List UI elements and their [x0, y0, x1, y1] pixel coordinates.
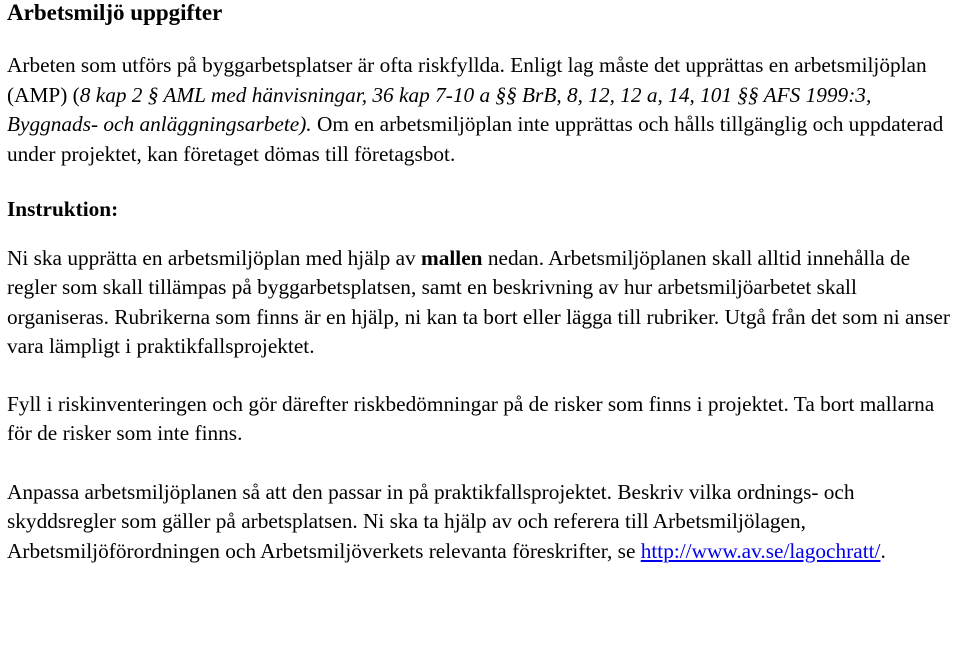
instruktion-heading: Instruktion: — [7, 197, 119, 221]
anpassa-period: . — [880, 538, 886, 563]
anpassa-text: Anpassa arbetsmiljöplanen så att den passar in på praktikfallsprojektet. Beskriv vilka ordnings- och skyddsregler som gäller på arbetsplatsen. Ni ska ta hjälp av och referera till Arbetsmiljölagen, Arbetsmiljöförordningen och Arbetsmiljöverkets relevanta föreskrifter, se — [7, 479, 855, 563]
page-title: Arbetsmiljö uppgifter — [7, 0, 223, 25]
intro-text-end: Om en arbetsmiljöplan inte upprättas och hålls tillgänglig och uppdaterad under projektet, kan företaget dömas till företagsbot. — [7, 112, 944, 166]
riskinventering-paragraph: Fyll i riskinventeringen och gör därefter riskbedömningar på de risker som finns i projektet. Ta bort mallarna för de risker som inte finns. — [7, 391, 935, 445]
anpassa-paragraph — [7, 478, 957, 567]
legal-reference: 8 kap 2 § AML med hänvisningar, 36 kap 7-10 a §§ BrB, 8, 12, 12 a, 14, 101 §§ AFS 1999:3, Byggnads- och anläggningsarbete). — [7, 82, 872, 136]
instruction-paragraph — [7, 244, 957, 362]
instruction-text-end: nedan. Arbetsmiljöplanen skall alltid innehålla de regler som skall tillämpas på byggarbetsplatsen, samt en beskrivning av hur arbetsmiljöarbetet skall organiseras. Rubrikerna som finns är en hjälp, ni kan ta bort eller lägga till rubriker. Utgå från det som ni anser vara lämpligt i praktikfallsprojektet. — [7, 245, 950, 358]
av-lagochratt-link[interactable]: http://www.av.se/lagochratt/ — [640, 538, 881, 563]
instruction-text-start: Ni ska upprätta en arbetsmiljöplan med hjälp av — [7, 245, 421, 270]
mallen-emphasis: mallen — [421, 245, 483, 270]
intro-text-start: Arbeten som utförs på byggarbetsplatser är ofta riskfyllda. Enligt lag måste det upprättas en arbetsmiljöplan (AMP) ( — [7, 53, 927, 107]
intro-paragraph — [7, 51, 957, 169]
